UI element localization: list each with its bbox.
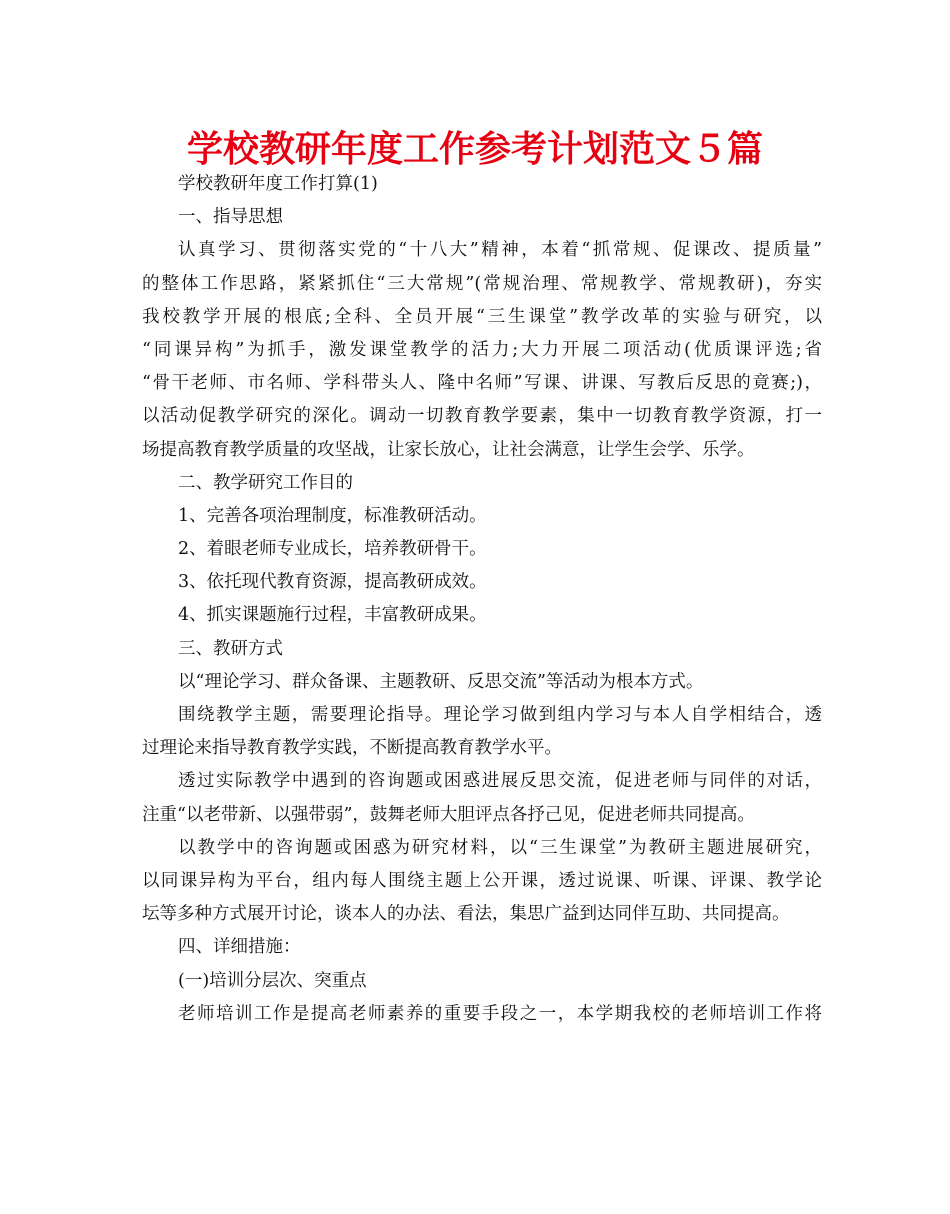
text-line: 认真学习、贯彻落实党的“十八大”精神，本着“抓常规、促课改、提质量”	[178, 240, 822, 261]
subsection-heading: (一)培训分层次、突重点	[178, 970, 367, 991]
document-title: 学校教研年度工作参考计划范文５篇	[186, 129, 763, 170]
text-line: “同课异构”为抓手，激发课堂教学的活力;大力开展二项活动(优质课评选;省	[142, 339, 822, 360]
list-item: 4、抓实课题施行过程，丰富教研成果。	[178, 605, 487, 626]
text-line: 坛等多种方式展开讨论，谈本人的办法、看法，集思广益到达同伴互助、共同提高。	[142, 904, 790, 925]
text-line: 老师培训工作是提高老师素养的重要手段之一，本学期我校的老师培训工作将	[178, 1003, 822, 1024]
text-line: 学校教研年度工作打算(1)	[178, 174, 378, 194]
list-item: 2、着眼老师专业成长，培养教研骨干。	[178, 539, 487, 560]
list-item: 1、完善各项治理制度，标准教研活动。	[178, 505, 487, 526]
text-line: 以教学中的咨询题或困惑为研究材料，以“三生课堂”为教研主题进展研究，	[178, 837, 822, 858]
text-line: 围绕教学主题，需要理论指导。理论学习做到组内学习与本人自学相结合，透	[178, 705, 822, 725]
list-item: 3、依托现代教育资源，提高教研成效。	[178, 572, 487, 593]
text-line: 的整体工作思路，紧紧抓住“三大常规”(常规治理、常规教学、常规教研)，夯实	[142, 273, 822, 294]
text-line: 以活动促教学研究的深化。调动一切教育教学要素，集中一切教育教学资源，打一	[142, 406, 822, 427]
text-line: 以“理论学习、群众备课、主题教研、反思交流”等活动为根本方式。	[178, 671, 704, 692]
text-line: 透过实际教学中遇到的咨询题或困惑进展反思交流，促进老师与同伴的对话，	[178, 771, 822, 792]
text-line: 以同课异构为平台，组内每人围绕主题上公开课，透过说课、听课、评课、教学论	[142, 870, 822, 891]
document-body	[142, 168, 822, 1031]
text-line: 过理论来指导教育教学实践，不断提高教育教学水平。	[142, 738, 562, 759]
section-heading: 三、教研方式	[178, 638, 283, 659]
text-line: 场提高教育教学质量的攻坚战，让家长放心，让社会满意，让学生会学、乐学。	[142, 439, 755, 460]
text-line: 我校教学开展的根底;全科、全员开展“三生课堂”教学改革的实验与研究，以	[142, 306, 822, 327]
section-heading: 二、教学研究工作目的	[178, 472, 353, 493]
section-heading: 四、详细措施：	[178, 937, 301, 958]
text-line: “骨干老师、市名师、学科带头人、隆中名师”写课、讲课、写教后反思的竟赛;)，	[142, 373, 822, 394]
text-line: 注重“以老带新、以强带弱”，鼓舞老师大胆评点各抒己见，促进老师共同提高。	[142, 804, 755, 825]
section-heading: 一、指导思想	[178, 207, 283, 228]
